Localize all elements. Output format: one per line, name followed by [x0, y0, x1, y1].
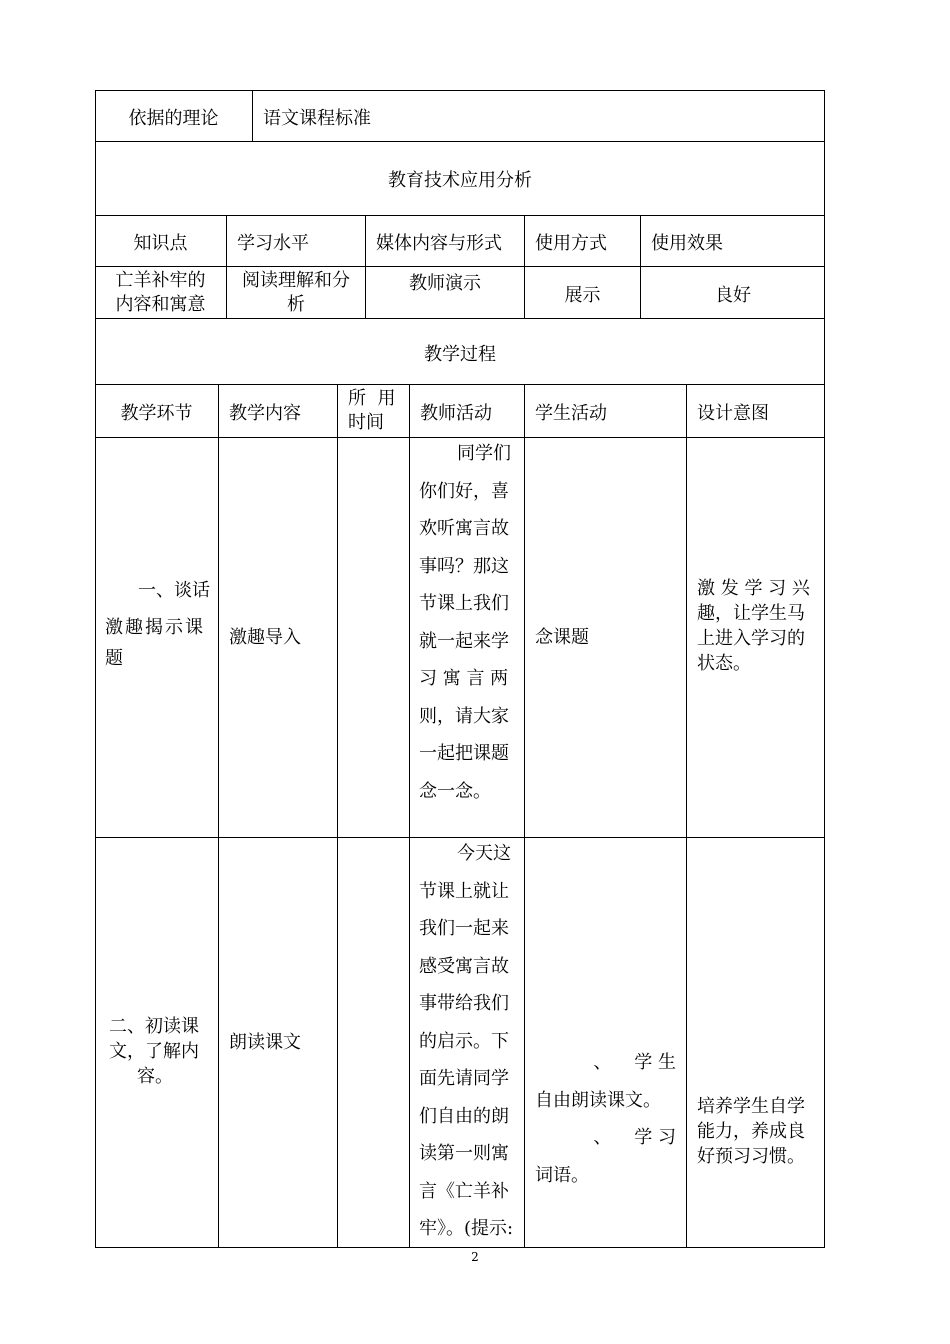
step2-teacher-line: 我们一起来 — [419, 918, 509, 939]
step1-intent-line: 上进入学习的 — [697, 628, 805, 649]
step2-teacher-line: 言《亡羊补 — [419, 1180, 509, 1202]
process-header-time — [338, 387, 409, 435]
step2-intent-line: 能力，养成良 — [697, 1121, 805, 1142]
step2-teacher-line: 的启示。下 — [419, 1030, 509, 1052]
tech-header-usage-cell — [524, 216, 640, 266]
basis-label: 依据的理论 — [128, 108, 219, 129]
process-header-time-cell — [337, 385, 409, 437]
step1-teacher-line: 念一念。 — [419, 780, 491, 802]
tech-effect-cell — [640, 267, 825, 318]
table-bottom-border — [95, 1247, 825, 1248]
step2-intent-cell — [686, 838, 825, 1248]
tech-header-effect-cell — [640, 216, 825, 266]
tech-usage: 展示 — [564, 285, 601, 306]
process-header-intent-cell — [686, 385, 825, 437]
process-header-stage: 教学环节 — [120, 403, 193, 424]
tech-header-effect: 使用效果 — [651, 233, 723, 254]
process-header-student: 学生活动 — [535, 403, 607, 424]
tech-level-cell — [226, 267, 365, 318]
tech-header-usage: 使用方式 — [535, 233, 607, 254]
step2-content-cell — [218, 838, 337, 1248]
tech-header-level-cell — [226, 216, 365, 266]
step1-student-cell — [524, 438, 686, 837]
step2-student — [525, 1044, 686, 1194]
step1-intent — [687, 576, 825, 676]
step2-stage-line: 文，了解内 — [109, 1041, 199, 1062]
page-number: 2 — [471, 1250, 479, 1264]
step2-teacher-line: 读第一则寓 — [419, 1143, 509, 1164]
step1-time-cell — [337, 438, 409, 837]
step2-intent-line: 培养学生自学 — [697, 1096, 805, 1117]
step2-content: 朗读课文 — [229, 1032, 301, 1053]
tech-effect: 良好 — [715, 285, 751, 306]
tech-knowledge-line: 亡羊补牢的 — [115, 270, 206, 291]
tech-data-row — [95, 266, 825, 318]
step1-stage — [95, 572, 218, 671]
step1-row — [95, 437, 825, 837]
step1-teacher-cell — [409, 438, 524, 837]
process-header-teacher: 教师活动 — [420, 403, 492, 424]
step1-teacher-line: 你们好，喜 — [419, 480, 509, 502]
step1-intent-line: 趣，让学生马 — [697, 603, 805, 624]
step2-teacher-line: 牢》。(提示: — [419, 1218, 514, 1239]
process-section-title: 教学过程 — [424, 344, 496, 365]
tech-usage-cell — [524, 267, 640, 318]
step2-teacher-line: 感受寓言故 — [419, 955, 509, 977]
step2-teacher-cell — [409, 838, 524, 1248]
step2-stage-line: 容。 — [137, 1066, 173, 1087]
step1-teacher — [410, 435, 524, 810]
step1-teacher-line: 同学们 — [457, 443, 511, 464]
basis-value-cell — [252, 91, 825, 141]
lesson-plan-table — [95, 90, 825, 1248]
process-title-row — [95, 318, 825, 384]
step2-teacher — [410, 835, 524, 1248]
tech-level — [227, 269, 365, 317]
basis-value: 语文课程标准 — [263, 108, 371, 129]
step2-student-line: 词语。 — [535, 1164, 589, 1186]
step2-student-line: 、 学 习 — [593, 1127, 676, 1148]
step1-intent-line: 状态。 — [697, 653, 751, 674]
step1-stage-line: 激趣揭示课 — [105, 617, 205, 638]
step2-teacher-line: 今天这 — [457, 843, 511, 864]
step2-teacher-line: 事带给我们 — [419, 993, 509, 1014]
process-header-teacher-cell — [409, 385, 524, 437]
step1-student: 念课题 — [535, 627, 589, 648]
tech-media: 教师演示 — [409, 273, 481, 294]
step1-content-cell — [218, 438, 337, 837]
step1-teacher-line: 欢听寓言故 — [419, 518, 509, 539]
step1-content: 激趣导入 — [229, 627, 301, 648]
process-header-time-line: 时间 — [348, 412, 384, 433]
step2-teacher-line: 节课上就让 — [419, 880, 509, 902]
tech-level-line: 阅读理解和分 — [242, 270, 350, 291]
step1-intent-cell — [686, 438, 825, 837]
tech-header-media-cell — [365, 216, 524, 266]
process-header-row — [95, 384, 825, 437]
tech-title-row — [95, 141, 825, 215]
step1-teacher-line: 事吗？那这 — [419, 555, 509, 577]
step2-intent — [687, 1094, 825, 1169]
step1-teacher-line: 习 寓 言 两 — [419, 668, 509, 689]
step1-teacher-line: 就一起来学 — [419, 630, 509, 652]
tech-level-line: 析 — [287, 294, 305, 315]
step2-student-line: 、 学 生 — [593, 1052, 676, 1073]
basis-row — [95, 90, 825, 141]
tech-header-level: 学习水平 — [237, 233, 309, 254]
process-header-time-line: 所 用 — [348, 388, 396, 409]
tech-header-knowledge: 知识点 — [133, 233, 188, 254]
step2-time-cell — [337, 838, 409, 1248]
process-header-content: 教学内容 — [229, 403, 301, 424]
step2-student-line: 自由朗读课文。 — [535, 1089, 661, 1111]
step2-row — [95, 837, 825, 1248]
process-header-student-cell — [524, 385, 686, 437]
tech-header-row — [95, 215, 825, 266]
step1-teacher-line: 则，请大家 — [419, 705, 509, 727]
tech-media-cell — [365, 267, 524, 318]
step1-intent-line: 激 发 学 习 兴 — [697, 578, 810, 599]
step2-teacher-line: 们自由的朗 — [419, 1105, 509, 1127]
tech-knowledge — [95, 269, 226, 317]
step1-stage-line: 题 — [105, 648, 123, 669]
process-header-content-cell — [218, 385, 337, 437]
tech-section-title: 教育技术应用分析 — [388, 170, 532, 191]
tech-knowledge-line: 内容和寓意 — [115, 294, 206, 315]
step2-intent-line: 好预习习惯。 — [697, 1146, 805, 1167]
step2-teacher-line: 面先请同学 — [419, 1068, 509, 1089]
step1-teacher-line: 一起把课题 — [419, 743, 509, 764]
step1-teacher-line: 节课上我们 — [419, 593, 509, 614]
step1-stage-line: 一、谈话 — [138, 580, 210, 601]
tech-header-media: 媒体内容与形式 — [376, 233, 502, 254]
step2-student-cell — [524, 838, 686, 1248]
step2-stage — [95, 1014, 218, 1089]
step2-stage-line: 二、初读课 — [109, 1016, 199, 1037]
process-header-intent: 设计意图 — [697, 403, 769, 424]
